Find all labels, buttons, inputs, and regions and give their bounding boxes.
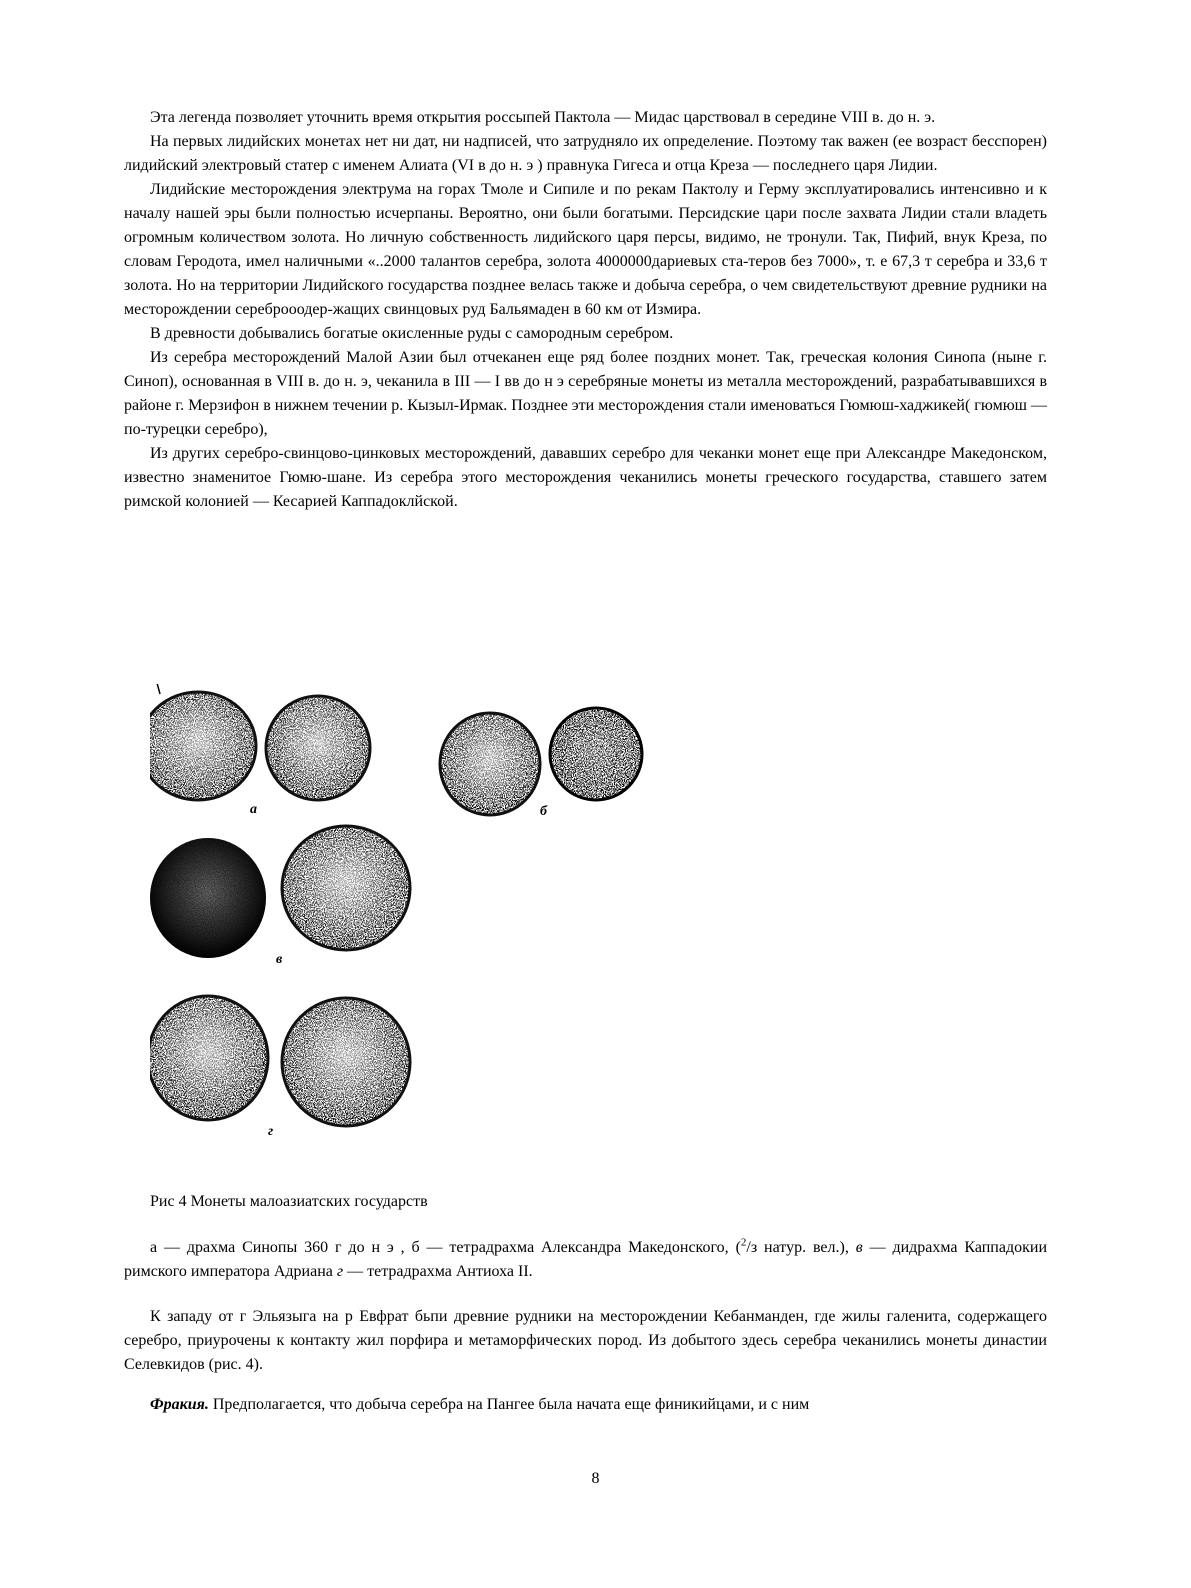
paragraph-2: На первых лидийских монетах нет ни дат, ни надписей, что затрудняло их определение. Поэтому так важен (ее возраст бесспорен) лидийский электровый статер с именем Алиата (VI в до н. э ) правнука Гигеса и отца Креза — последнего царя Лидии. — [124, 133, 1047, 174]
paragraph-kebanmanden: К западу от г Эльязыга на р Евфрат бьпи древние рудники на месторождении Кебанманден, где жилы галенита, содержащего серебро, приурочены к контакту жил порфира и метаморфических пород. Из добытого здесь серебра чеканились монеты династии Селевкидов (рис. 4). — [124, 1308, 1047, 1373]
main-text — [124, 106, 1047, 514]
paragraph-3: Лидийские месторождения электрума на горах Тмоле и Сипиле и по рекам Пактолу и Герму эксплуатировались интенсивно и к началу нашей эры были полностью исчерпаны. Вероятно, они были богатыми. Персидские цари после захвата Лидии стали владеть огромным количеством золота. Но личную собственность лидийского царя персы, видимо, не тронули. Так, Пифий, внук Креза, по словам Геродота, имел наличными «..2000 талантов серебра, золота 4000000дариевых ста-теров без 7000», т. е 67,3 т серебра и 33,6 т золота. Но на территории Лидийского государства позднее велась также и добыча серебра, о чем свидетельствуют древние рудники на месторождении сереброоодер-жащих свинцовых руд Бальямаден в 60 км от Измира. — [124, 181, 1047, 318]
caption-part-4: — тетрадрахма Антиоха II. — [343, 1263, 533, 1280]
thrace-section — [124, 1393, 1047, 1417]
coin-g-reverse — [282, 998, 410, 1126]
label-a: а — [250, 802, 257, 817]
coin-g-obverse — [150, 996, 268, 1120]
coin-a-reverse — [266, 696, 370, 800]
caption-part-1: а — драхма Синопы 360 г до н э , б — тетрадрахма Александра Македонского, ( — [150, 1239, 741, 1256]
caption-part-3: — дидрахма Каппадокии римского императора Адриана — [124, 1239, 1048, 1280]
caption-superscript: 2 — [740, 1236, 747, 1249]
paragraph-4: В древности добывались богатые окисленные руды с самородным серебром. — [150, 325, 674, 342]
caption-part-2: /з натур. вел.), — [746, 1239, 856, 1256]
label-g: г — [268, 1124, 274, 1139]
coins-figure — [150, 684, 660, 1170]
coin-v-reverse — [282, 826, 410, 950]
after-figure-text — [124, 1305, 1047, 1377]
page-number: 8 — [591, 1470, 600, 1487]
coin-v-obverse — [150, 838, 266, 958]
caption-italic-g: г — [336, 1263, 344, 1280]
coin-b-reverse — [550, 708, 642, 800]
coin-a-obverse — [150, 692, 256, 800]
scratch-mark — [154, 684, 160, 694]
caption-italic-v: в — [855, 1239, 863, 1256]
paragraph-1: Эта легенда позволяет уточнить время открытия россыпей Пактола — Мидас царствовал в середине VIII в. до н. э. — [150, 109, 936, 126]
paragraph-6: Из других серебро-свинцово-цинковых месторождений, дававших серебро для чеканки монет еще при Александре Македонском, известно знаменитое Гюмю-шане. Из серебра этого месторождения чеканились монеты греческого государства, ставшего затем римской колонией — Кесарией Каппадоклйской. — [124, 445, 1047, 510]
figure-caption-title: Рис 4 Монеты малоазиатских государств — [150, 1193, 428, 1210]
paragraph-5: Из серебра месторождений Малой Азии был отчеканен еще ряд более поздних монет. Так, греческая колония Синопа (ныне г. Синоп), основанная в VIII в. до н. э, чеканила в III — I вв до н э серебряные монеты из металла месторождений, разрабатывавшихся в районе г. Мерзифон в нижнем течении р. Кызыл-Ирмак. Позднее эти месторождения стали именоваться Гюмюш-хаджикей( гюмюш — по-турецки серебро), — [124, 349, 1047, 438]
coins-illustration — [150, 684, 660, 1170]
thrace-heading: Фракия. — [150, 1396, 209, 1413]
thrace-text: Предполагается, что добыча серебра на Пангее была начата еще финикийцами, и с ним — [208, 1396, 810, 1413]
label-b: б — [540, 804, 547, 819]
figure-caption-body — [124, 1236, 1047, 1284]
coin-b-obverse — [440, 713, 540, 815]
label-v: в — [276, 952, 283, 967]
